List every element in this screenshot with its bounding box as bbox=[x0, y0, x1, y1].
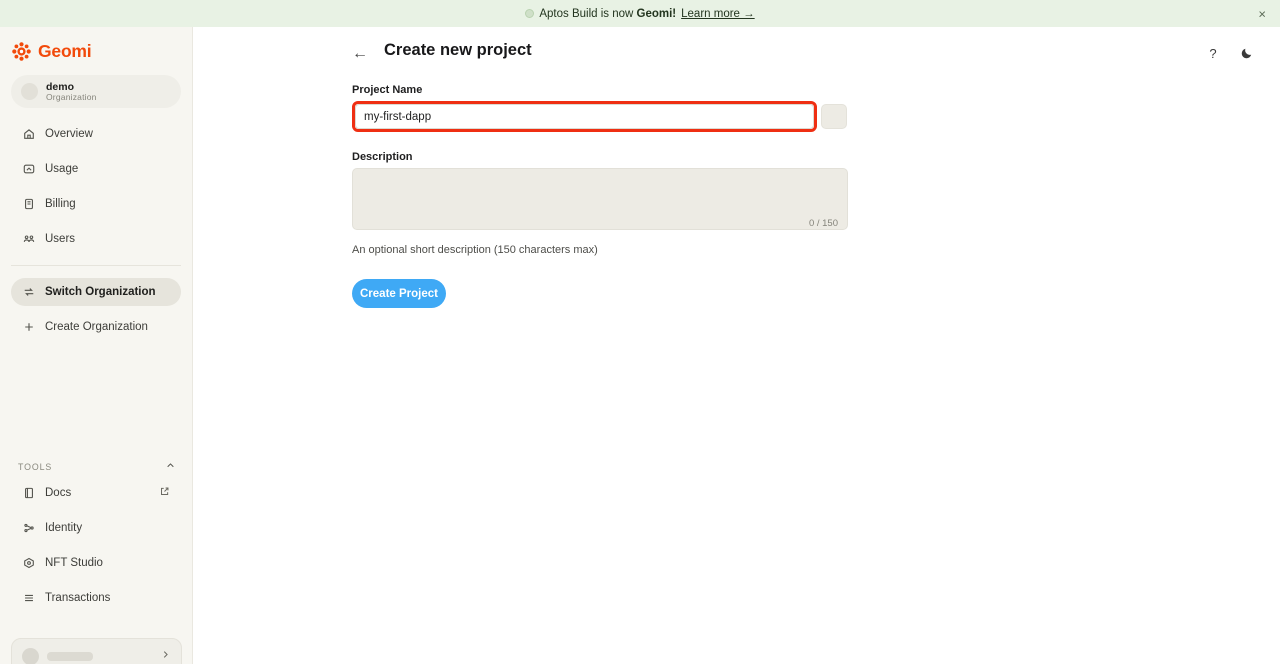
project-name-label: Project Name bbox=[352, 84, 423, 96]
project-name-input[interactable] bbox=[355, 104, 814, 129]
tools-section-header[interactable] bbox=[0, 458, 192, 476]
help-icon[interactable]: ? bbox=[1209, 45, 1217, 61]
banner-learn-more-link[interactable]: Learn more → bbox=[681, 7, 755, 20]
sidebar-item-usage[interactable] bbox=[11, 155, 181, 183]
header-actions bbox=[1204, 44, 1256, 62]
sidebar-item-label: Users bbox=[45, 233, 76, 245]
page-title: Create new project bbox=[384, 41, 532, 59]
tools-nav bbox=[0, 479, 192, 612]
identity-icon bbox=[22, 522, 35, 535]
primary-nav bbox=[0, 120, 192, 253]
sidebar-item-label: Switch Organization bbox=[45, 286, 156, 298]
external-link-icon bbox=[159, 486, 170, 500]
user-name-placeholder bbox=[47, 652, 93, 661]
card-icon bbox=[22, 198, 35, 211]
sidebar-item-label: Usage bbox=[45, 163, 79, 175]
description-helper-text: An optional short description (150 characters max) bbox=[352, 244, 598, 256]
back-arrow-icon[interactable]: ← bbox=[352, 45, 368, 62]
organization-info bbox=[46, 81, 97, 103]
sidebar-item-docs[interactable] bbox=[11, 479, 181, 507]
sidebar-divider bbox=[11, 265, 181, 266]
organization-subtitle: Organization bbox=[46, 91, 97, 102]
organization-name: demo bbox=[46, 80, 75, 93]
sidebar-item-billing[interactable] bbox=[11, 190, 181, 218]
sidebar bbox=[0, 27, 193, 664]
main-content bbox=[193, 27, 1280, 664]
sidebar-item-label: NFT Studio bbox=[45, 557, 103, 569]
project-name-row bbox=[352, 101, 1052, 132]
users-icon bbox=[22, 233, 35, 246]
book-icon bbox=[22, 487, 35, 500]
sidebar-item-label: Billing bbox=[45, 198, 76, 210]
user-account-card[interactable] bbox=[11, 638, 182, 664]
banner-text-before: Aptos Build is now bbox=[539, 7, 637, 20]
chevron-right-icon[interactable] bbox=[160, 649, 171, 663]
chevron-up-icon[interactable] bbox=[165, 460, 176, 474]
home-icon bbox=[22, 128, 35, 141]
sidebar-item-transactions[interactable] bbox=[11, 584, 181, 612]
sidebar-item-identity[interactable] bbox=[11, 514, 181, 542]
avatar bbox=[22, 648, 39, 664]
page-header bbox=[193, 27, 1280, 81]
sidebar-item-nft-studio[interactable] bbox=[11, 549, 181, 577]
sidebar-item-label: Create Organization bbox=[45, 321, 148, 333]
character-count: 0 / 150 bbox=[808, 218, 838, 229]
project-name-highlight bbox=[352, 101, 817, 132]
banner-close-icon[interactable]: × bbox=[1258, 6, 1266, 21]
description-textarea[interactable] bbox=[352, 168, 848, 230]
geomi-logo-icon bbox=[12, 42, 31, 61]
logo-text: Geomi bbox=[38, 41, 92, 61]
sidebar-item-label: Overview bbox=[45, 128, 93, 140]
announcement-banner bbox=[0, 0, 1280, 27]
list-icon bbox=[22, 592, 35, 605]
plus-icon bbox=[22, 321, 35, 334]
banner-brand: Geomi! bbox=[636, 7, 677, 20]
project-name-adornment[interactable] bbox=[821, 104, 847, 129]
sidebar-item-overview[interactable] bbox=[11, 120, 181, 148]
organization-switcher[interactable] bbox=[11, 75, 181, 108]
logo[interactable] bbox=[0, 27, 192, 62]
description-label: Description bbox=[352, 151, 413, 163]
create-project-form bbox=[352, 84, 1052, 308]
gauge-icon bbox=[22, 163, 35, 176]
sidebar-item-users[interactable] bbox=[11, 225, 181, 253]
switch-icon bbox=[22, 286, 35, 299]
banner-text bbox=[539, 8, 676, 20]
sparkle-icon bbox=[525, 9, 534, 18]
description-wrap bbox=[352, 168, 848, 235]
nft-icon bbox=[22, 557, 35, 570]
sidebar-item-label: Docs bbox=[45, 487, 72, 499]
sidebar-item-create-organization[interactable] bbox=[11, 313, 181, 341]
tools-section-title: TOOLS bbox=[18, 462, 53, 472]
moon-icon[interactable] bbox=[1238, 44, 1256, 62]
sidebar-item-label: Identity bbox=[45, 522, 83, 534]
create-project-button[interactable]: Create Project bbox=[352, 279, 446, 308]
sidebar-item-switch-organization[interactable] bbox=[11, 278, 181, 306]
banner-content bbox=[525, 8, 754, 20]
organization-avatar bbox=[21, 83, 38, 100]
sidebar-item-label: Transactions bbox=[45, 592, 111, 604]
